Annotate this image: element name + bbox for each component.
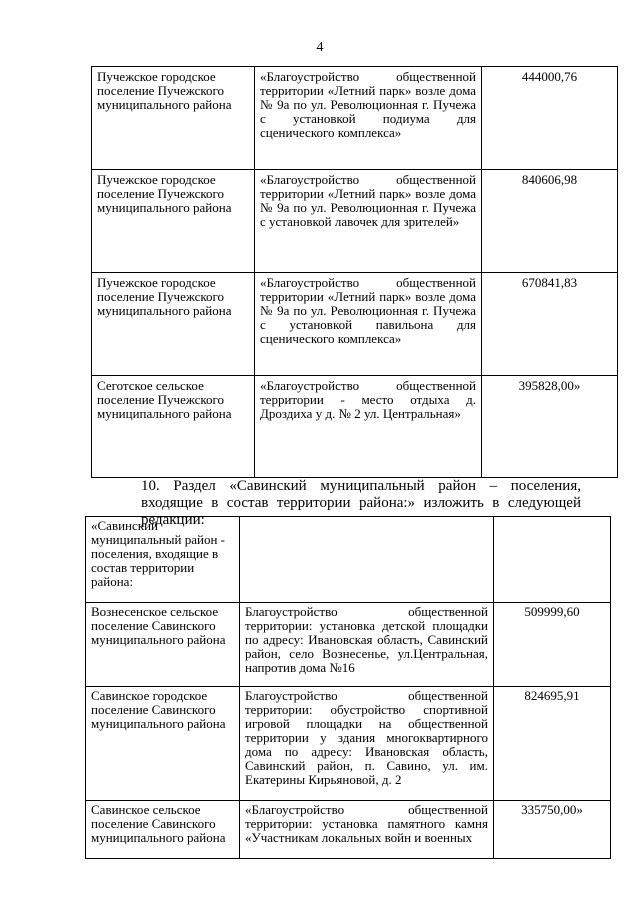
amount-cell: 395828,00»: [482, 376, 618, 478]
settlement-cell: Сеготское сельское поселение Пучежского муниципального района: [92, 376, 255, 478]
settlement-cell: Савинское сельское поселение Савинского муниципального района: [86, 801, 240, 859]
table-row: [92, 170, 618, 273]
amount-cell: 335750,00»: [494, 801, 611, 859]
amount-cell: 509999,60: [494, 603, 611, 687]
empty-cell: [494, 517, 611, 603]
projects-table-puchezh: [91, 66, 618, 478]
table-header-row: [86, 517, 611, 603]
settlement-cell: Вознесенское сельское поселение Савинского муниципального района: [86, 603, 240, 687]
amount-cell: 670841,83: [482, 273, 618, 376]
project-cell: Благоустройство общественной территории: обустройство спортивной игровой площадки на общественной территории у здания многоквартирного дома по адресу: Ивановская область, Савинский район, п. Савино, ул. им. Екатерины Кирьяновой, д. 2: [240, 687, 494, 801]
table-row: [92, 67, 618, 170]
table-row: [86, 687, 611, 801]
project-cell: «Благоустройство общественной территории «Летний парк» возле дома № 9а по ул. Революционная г. Пучежа с установкой лавочек для зрителей»: [255, 170, 482, 273]
table-row: [92, 376, 618, 478]
table-row: [92, 273, 618, 376]
project-cell: «Благоустройство общественной территории «Летний парк» возле дома № 9а по ул. Революционная г. Пучежа с установкой подиума для сценического комплекса»: [255, 67, 482, 170]
amount-cell: 824695,91: [494, 687, 611, 801]
project-cell: «Благоустройство общественной территории «Летний парк» возле дома № 9а по ул. Революционная г. Пучежа с установкой павильона для сценического комплекса»: [255, 273, 482, 376]
project-cell: «Благоустройство общественной территории - место отдыха д. Дроздиха у д. № 2 ул. Центральная»: [255, 376, 482, 478]
settlement-cell: Пучежское городское поселение Пучежского муниципального района: [92, 170, 255, 273]
page-number: 4: [316, 40, 324, 55]
table-row: [86, 603, 611, 687]
region-header-cell: «Савинский муниципальный район - поселения, входящие в состав территории района:: [86, 517, 240, 603]
settlement-cell: Савинское городское поселение Савинского муниципального района: [86, 687, 240, 801]
projects-table-savino: [85, 516, 611, 859]
table-row: [86, 801, 611, 859]
section-10-text: 10. Раздел «Савинский муниципальный район – поселения, входящие в состав территории района:» изложить в следующей редакции:: [141, 478, 581, 528]
amount-cell: 840606,98: [482, 170, 618, 273]
amount-cell: 444000,76: [482, 67, 618, 170]
settlement-cell: Пучежское городское поселение Пучежского муниципального района: [92, 67, 255, 170]
settlement-cell: Пучежское городское поселение Пучежского муниципального района: [92, 273, 255, 376]
project-cell: «Благоустройство общественной территории: установка памятного камня «Участникам локальных войн и военных: [240, 801, 494, 859]
project-cell: Благоустройство общественной территории: установка детской площадки по адресу: Ивановская область, Савинский район, село Вознесенье, ул.Центральная, напротив дома №16: [240, 603, 494, 687]
empty-cell: [240, 517, 494, 603]
